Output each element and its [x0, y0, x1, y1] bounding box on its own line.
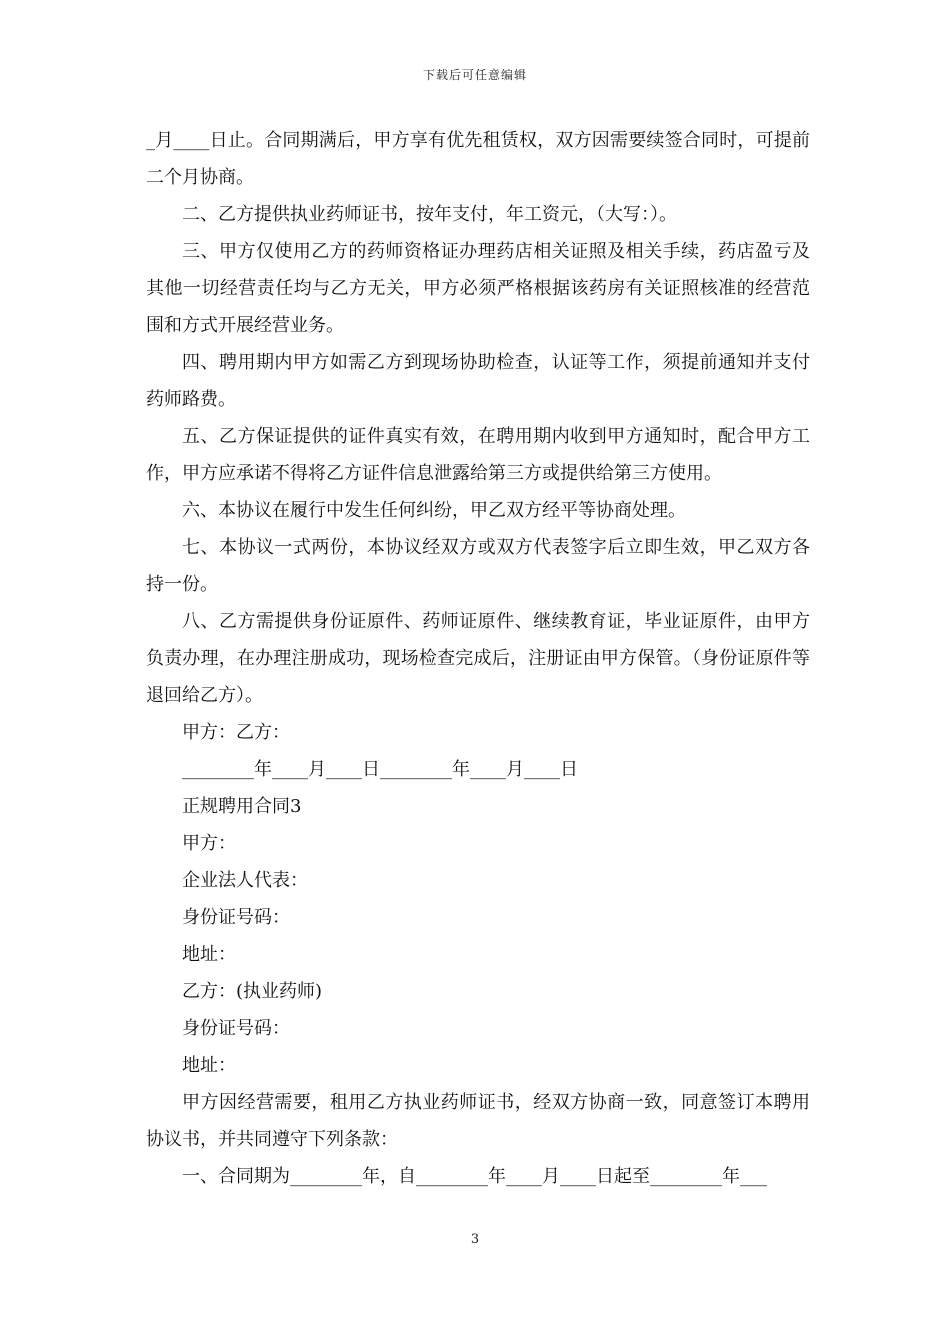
paragraph: 六、本协议在履行中发生任何纠纷，甲乙双方经平等协商处理。 — [182, 500, 686, 521]
paragraph: 七、本协议一式两份，本协议经双方或双方代表签字后立即生效，甲乙双方各持一份。 — [146, 537, 810, 595]
party-a-label: 甲方： — [182, 833, 236, 854]
paragraph: 五、乙方保证提供的证件真实有效，在聘用期内收到甲方通知时，配合甲方工作，甲方应承诺不得将乙方证件信息泄露给第三方或提供给第三方使用。 — [146, 426, 810, 484]
paragraph: 甲方因经营需要，租用乙方执业药师证书，经双方协商一致，同意签订本聘用协议书，并共同遵守下列条款： — [146, 1092, 810, 1150]
address-label: 地址： — [182, 1055, 236, 1076]
signature-parties: 甲方：乙方： — [182, 722, 290, 743]
id-number-label: 身份证号码： — [182, 907, 290, 928]
paragraph: 一、合同期为________年，自________年____月____日起至________年___ — [182, 1166, 767, 1187]
paragraph: 三、甲方仅使用乙方的药师资格证办理药店相关证照及相关手续，药店盈亏及其他一切经营责任均与乙方无关，甲方必须严格根据该药房有关证照核准的经营范围和方式开展经营业务。 — [146, 241, 810, 336]
page-number: 3 — [470, 1232, 480, 1247]
section-title: 正规聘用合同3 — [182, 796, 302, 817]
address-label: 地址： — [182, 944, 236, 965]
paragraph: 二、乙方提供执业药师证书，按年支付，年工资元，（大写：）。 — [182, 204, 677, 225]
paragraph: 四、聘用期内甲方如需乙方到现场协助检查，认证等工作，须提前通知并支付药师路费。 — [146, 352, 810, 410]
signature-dates: ________年____月____日________年____月____日 — [182, 759, 578, 780]
paragraph: _月____日止。合同期满后，甲方享有优先租赁权，双方因需要续签合同时，可提前二个月协商。 — [146, 130, 810, 188]
id-number-label: 身份证号码： — [182, 1018, 290, 1039]
paragraph: 八、乙方需提供身份证原件、药师证原件、继续教育证，毕业证原件，由甲方负责办理，在办理注册成功，现场检查完成后，注册证由甲方保管。（身份证原件等退回给乙方）。 — [146, 611, 810, 706]
party-b-label: 乙方：(执业药师) — [182, 981, 323, 1002]
page-header: 下载后可任意编辑 — [422, 68, 527, 82]
legal-representative-label: 企业法人代表： — [182, 870, 308, 891]
document-body — [146, 122, 810, 1195]
